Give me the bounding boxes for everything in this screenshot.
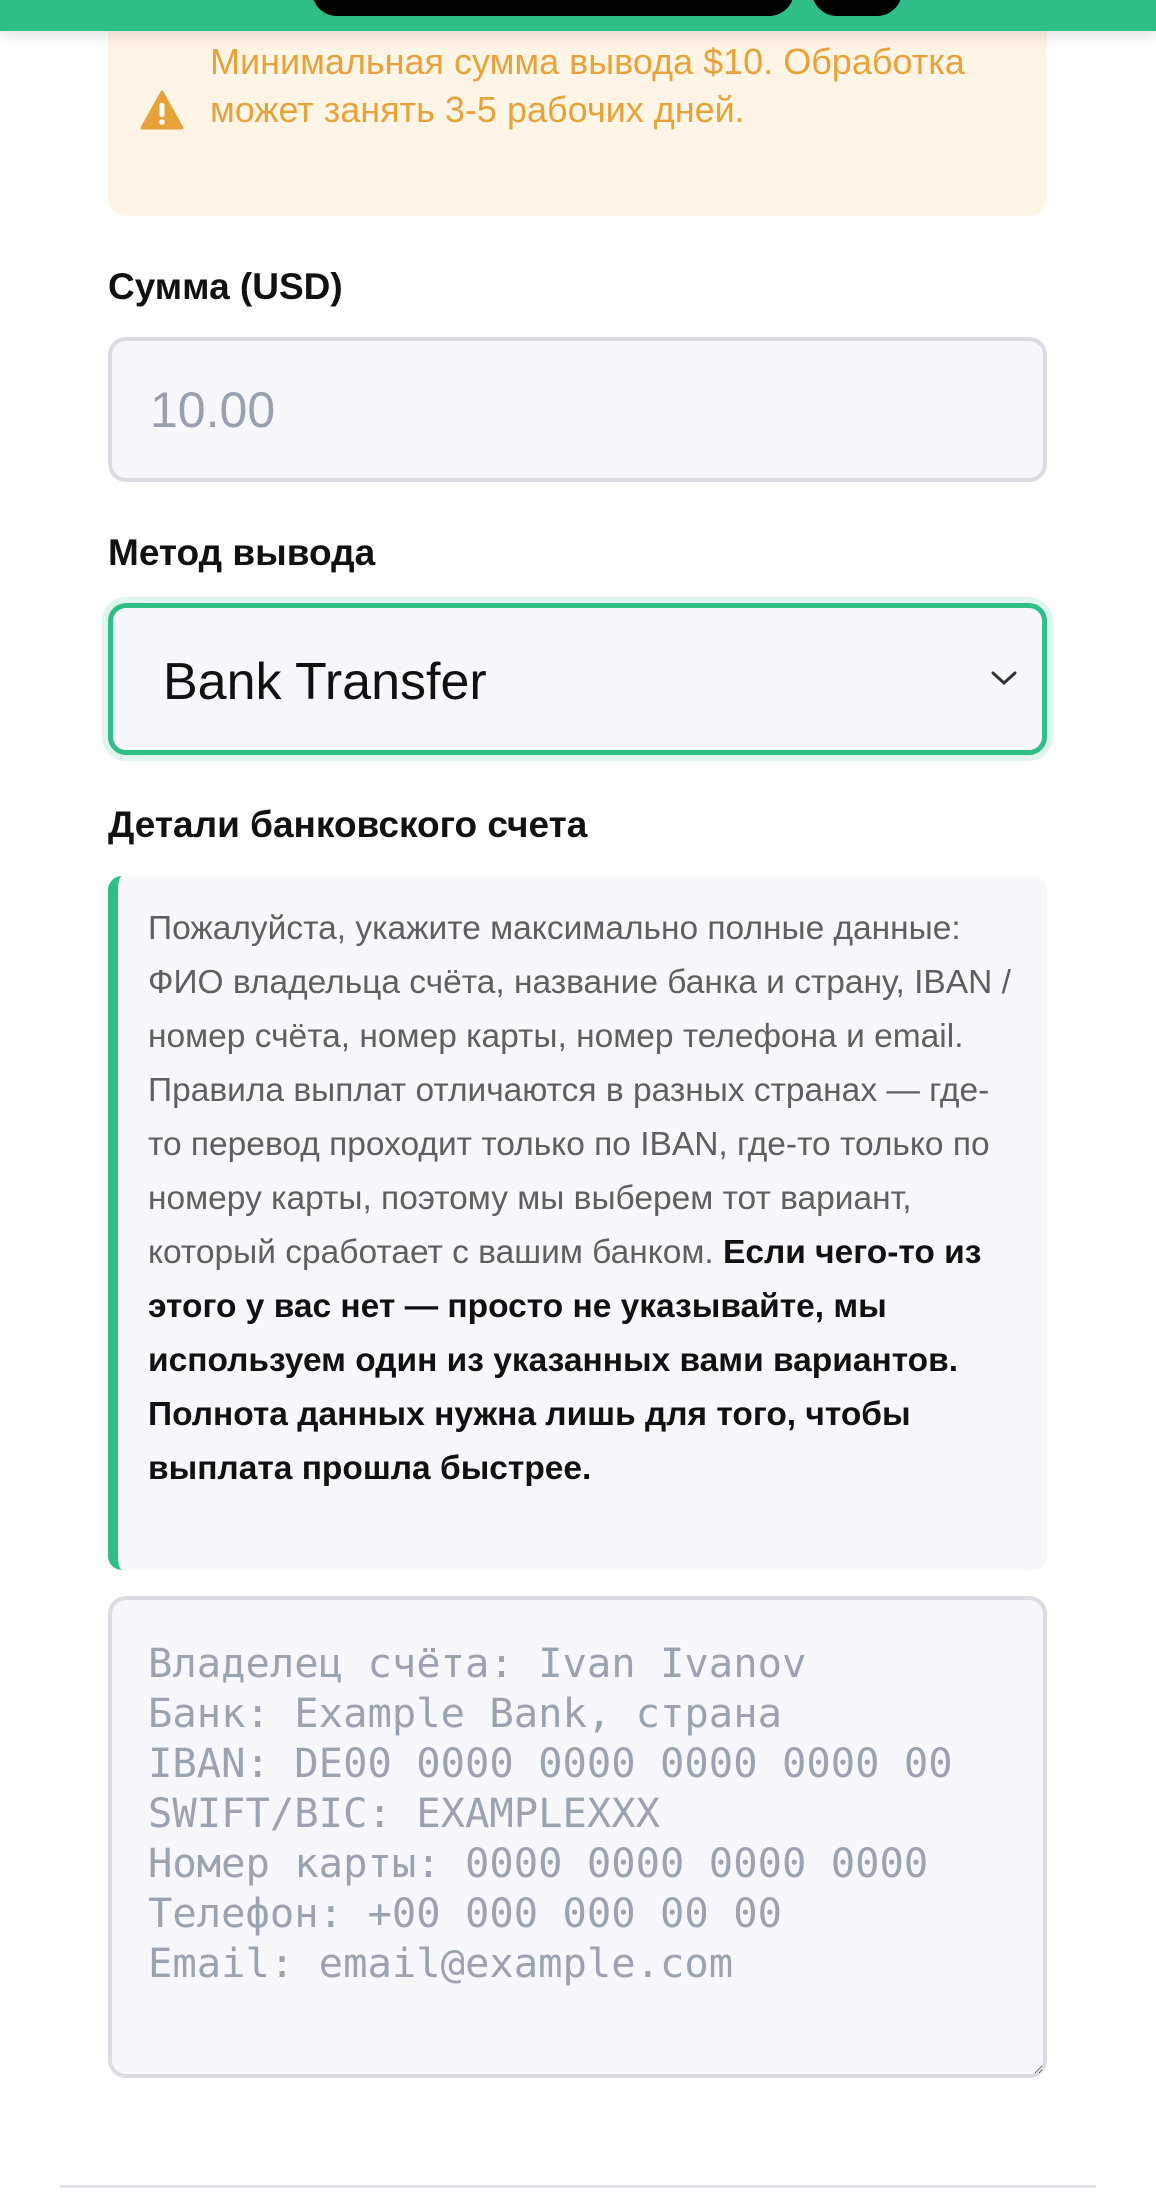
chevron-down-icon	[990, 668, 1018, 688]
bank-details-label: Детали банковского счета	[108, 804, 588, 845]
camera-dot	[812, 0, 902, 16]
withdraw-warning-notice	[108, 0, 1047, 216]
info-bold-text: Если чего-то из этого у вас нет — просто не указывайте, мы используем один из указанных вами вариантов. Полнота данных нужна лишь для того, чтобы выплата прошла быстрее.	[148, 1234, 982, 1487]
method-label: Метод вывода	[108, 532, 376, 573]
withdraw-method-select[interactable]	[108, 603, 1047, 755]
bottom-divider	[60, 2185, 1096, 2188]
bank-details-textarea[interactable]	[108, 1596, 1047, 2078]
bank-details-info	[108, 876, 1047, 1570]
amount-input[interactable]	[108, 337, 1047, 482]
info-text: Пожалуйста, укажите максимально полные данные: ФИО владельца счёта, название банка и страну, IBAN / номер счёта, номер карты, номер телефона и email. Правила выплат отличаются в разных странах — где-то перевод проходит только по IBAN, где-то только по номеру карты, поэтому мы выберем тот вариант, который сработает с вашим банком.	[148, 910, 1011, 1271]
amount-label: Сумма (USD)	[108, 266, 343, 307]
selected-method: Bank Transfer	[163, 653, 487, 711]
warning-text: Минимальная сумма вывода $10. Обработка может занять 3-5 рабочих дней.	[210, 41, 965, 130]
top-status-bar	[0, 0, 1156, 31]
warning-triangle-icon	[140, 90, 184, 130]
camera-notch	[312, 0, 794, 16]
